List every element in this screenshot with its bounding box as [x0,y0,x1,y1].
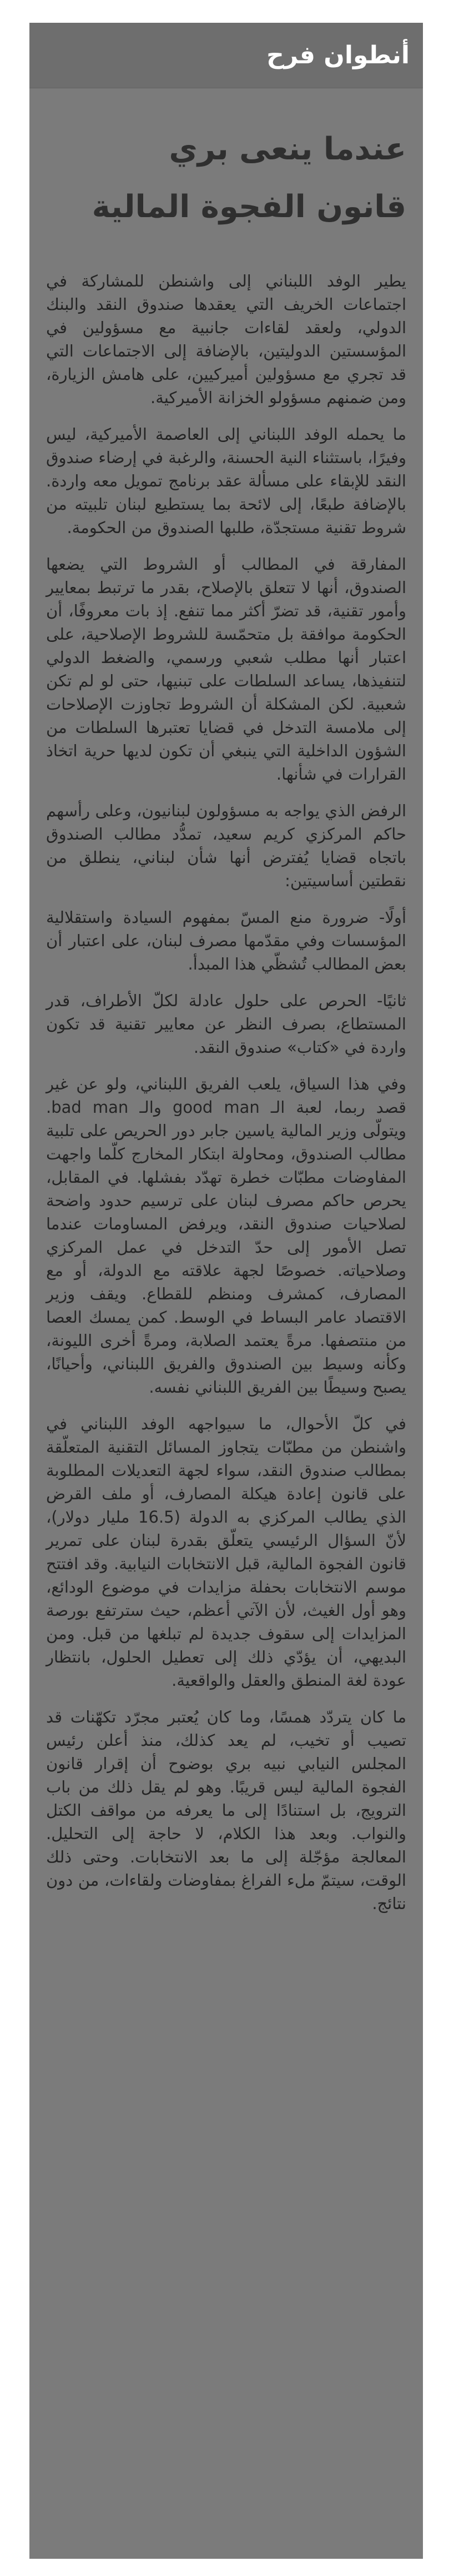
headline-line-1: عندما ينعى بري [169,131,406,167]
author-bar [29,23,423,88]
paragraph-7: وفي هذا السياق، يلعب الفريق اللبناني، ولو عن غير قصد ربما، لعبة الـ good man والـ bad man. ويتولّى وزير المالية ياسين جابر دور الحريص على تلبية مطالب الصندوق، ومحاولة ابتكار المخارج كلّما واجهت المفاوضات مطبّات خطرة تهدّد بفشلها. في المقابل، يحرص حاكم مصرف لبنان على ترسيم حدود واضحة لصلاحيات صندوق النقد، ويرفض المساومات عندما تصل الأمور إلى حدّ التدخل في عمل المركزي وصلاحياته. خصوصًا لجهة علاقته مع الدولة، أو مع المصارف، كمشرف ومنظم للقطاع. ويقف وزير الاقتصاد عامر البساط في الوسط. كمن يمسك العصا من منتصفها. مرةً يعتمد الصلابة، ومرةً أخرى الليونة، وكأنه وسيط بين الصندوق والفريق اللبناني، وأحيانًا، يصبح وسيطًا بين الفريق اللبناني نفسه. [46,1074,406,1397]
article-headline [46,120,406,236]
paragraph-3: المفارقة في المطالب أو الشروط التي يضعها الصندوق، أنها لا تتعلق بالإصلاح، بقدر ما ترتبط بمعايير وأمور تقنية، قد تضرّ أكثر مما تنفع. إذ بات معروفًا، أن الحكومة موافقة بل متحمّسة للشروط الإصلاحية، على اعتبار أنها مطلب شعبي ورسمي، والضغط الدولي لتنفيذها، يساعد السلطات على تبنيها، حتى لو لم تكن شعبية. لكن المشكلة أن الشروط تجاوزت الإصلاحات إلى ملامسة التدخل في قضايا تعتبرها السلطات من الشؤون الداخلية التي ينبغي أن تكون لديها حرية اتخاذ القرارات في شأنها. [46,555,406,784]
paragraph-9: ما كان يتردّد همسًا، وما كان يُعتبر مجرّد تكهّنات قد تصيب أو تخيب، لم يعد كذلك، منذ أعلن رئيس المجلس النيابي نبيه بري بوضوح أن إقرار قانون الفجوة المالية ليس قريبًا. وهو لم يقل ذلك من باب الترويج، بل استنادًا إلى ما يعرفه من مواقف الكتل والنواب. وبعد هذا الكلام، لا حاجة إلى التحليل. المعالجة مؤجّلة إلى ما بعد الانتخابات. وحتى ذلك الوقت، سيتمّ ملء الفراغ بمفاوضات ولقاءات، من دون نتائج. [46,1708,406,1913]
article-body [46,269,406,1915]
article-content [29,88,423,1915]
paragraph-1: يطير الوفد اللبناني إلى واشنطن للمشاركة في اجتماعات الخريف التي يعقدها صندوق النقد والبنك الدولي، ولعقد لقاءات جانبية مع مسؤولين في المؤسستين الدوليتين، بالإضافة إلى الاجتماعات التي قد تجري مع مسؤولين أميركيين، على هامش الزيارة، ومن ضمنهم مسؤولو الخزانة الأميركية. [46,272,406,407]
author-name: أنطوان فرح [266,41,410,69]
paragraph-6: ثانيًا- الحرص على حلول عادلة لكلّ الأطراف، قدر المستطاع، بصرف النظر عن معايير تقنية قد تكون واردة في «كتاب» صندوق النقد. [46,991,406,1057]
paragraph-4: الرفض الذي يواجه به مسؤولون لبنانيون، وعلى رأسهم حاكم المركزي كريم سعيد، تمدُّد مطالب الصندوق باتجاه قضايا يُفترض أنها شأن لبناني، ينطلق من نقطتين أساسيتين: [46,801,406,890]
paragraph-8: في كلّ الأحوال، ما سيواجهه الوفد اللبناني في واشنطن من مطبّات يتجاوز المسائل التقنية المتعلّقة بمطالب صندوق النقد، سواء لجهة التعديلات المطلوبة على قانون إعادة هيكلة المصارف، أو ملف القرض الذي يطالب المركزي به الدولة (16.5 مليار دولار)، لأنّ السؤال الرئيسي يتعلّق بقدرة لبنان على تمرير قانون الفجوة المالية، قبل الانتخابات النيابية. وقد افتتح موسم الانتخابات بحفلة مزايدات في موضوع الودائع، وهو أول الغيث، لأن الآتي أعظم، حيث سترتفع بورصة المزايدات إلى سقوف جديدة لم تبلغها من قبل. ومن البديهي، أن يؤدّي ذلك إلى تعطيل الحلول، بانتظار عودة لغة المنطق والعقل والواقعية. [46,1414,406,1690]
article-page [29,23,423,2559]
paragraph-2: ما يحمله الوفد اللبناني إلى العاصمة الأميركية، ليس وفيرًا، باستثناء النية الحسنة، والرغبة في إرضاء صندوق النقد للإبقاء على مسألة عقد برنامج تمويل معه واردة. بالإضافة طبعًا، إلى لائحة بما يستطيع لبنان تلبيته من شروط تقنية مستجدّة، طلبها الصندوق من الحكومة. [46,425,406,537]
paragraph-5: أولًا- ضرورة منع المسّ بمفهوم السيادة واستقلالية المؤسسات وفي مقدّمها مصرف لبنان، على اعتبار أن بعض المطالب تُشظّي هذا المبدأ. [46,908,406,973]
headline-line-2: قانون الفجوة المالية [92,189,406,225]
